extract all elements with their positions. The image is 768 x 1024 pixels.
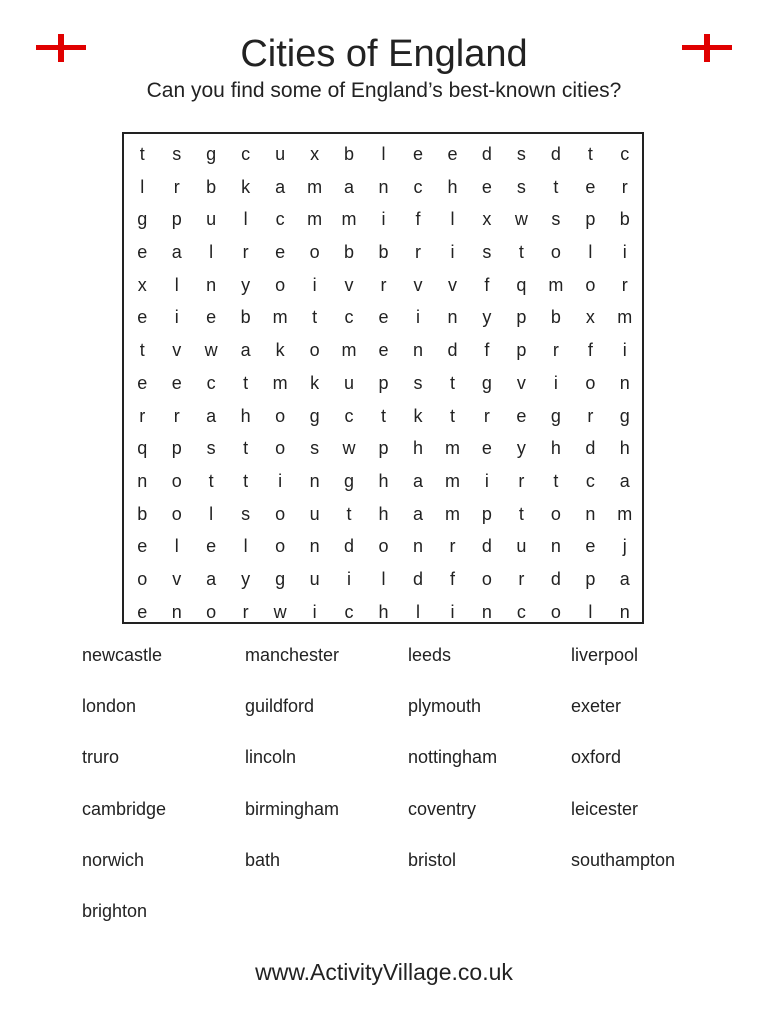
grid-row <box>124 432 642 465</box>
grid-letter[interactable]: p <box>585 209 596 230</box>
grid-letter[interactable]: e <box>137 307 148 328</box>
grid-letter[interactable]: a <box>206 405 217 426</box>
grid-letter[interactable]: o <box>585 274 596 295</box>
grid-letter[interactable]: m <box>444 438 460 459</box>
grid-letter[interactable]: x <box>137 274 147 295</box>
grid-letter[interactable]: a <box>171 242 182 263</box>
grid-letter[interactable]: d <box>412 568 423 589</box>
grid-letter[interactable]: c <box>413 176 423 197</box>
grid-letter[interactable]: e <box>171 372 182 393</box>
grid-letter[interactable]: n <box>137 470 148 491</box>
grid-letter[interactable]: y <box>516 438 526 459</box>
grid-letter[interactable]: h <box>447 176 458 197</box>
grid-letter[interactable]: a <box>206 568 217 589</box>
grid-letter[interactable]: p <box>585 568 596 589</box>
word-list-item: exeter <box>571 696 622 717</box>
grid-letter[interactable]: f <box>587 340 593 361</box>
grid-letter[interactable]: e <box>481 176 492 197</box>
grid-letter[interactable]: s <box>482 242 492 263</box>
grid-letter[interactable]: i <box>450 601 455 622</box>
grid-letter[interactable]: p <box>516 307 527 328</box>
grid-letter[interactable]: a <box>619 568 630 589</box>
word-list-item: bristol <box>408 849 457 870</box>
grid-letter[interactable]: e <box>585 176 596 197</box>
grid-letter[interactable]: l <box>381 144 386 164</box>
grid-letter[interactable]: m <box>341 209 357 230</box>
grid-letter[interactable]: n <box>619 372 630 393</box>
word-list-item: coventry <box>408 798 477 819</box>
grid-letter[interactable]: r <box>621 176 628 197</box>
grid-letter[interactable]: v <box>447 274 457 295</box>
grid-letter[interactable]: b <box>137 503 148 524</box>
grid-letter[interactable]: e <box>137 601 148 622</box>
grid-letter[interactable]: r <box>242 601 249 622</box>
grid-letter[interactable]: l <box>174 536 179 557</box>
grid-letter[interactable]: s <box>551 209 561 230</box>
word-list-item: truro <box>82 747 120 768</box>
footer-url[interactable]: www.ActivityVillage.co.uk <box>255 959 513 985</box>
grid-letter[interactable]: v <box>344 274 354 295</box>
grid-letter[interactable]: u <box>309 503 320 524</box>
grid-letter[interactable]: o <box>550 601 561 622</box>
word-list-item: leicester <box>571 798 639 819</box>
grid-letter[interactable]: t <box>139 144 145 164</box>
grid-letter[interactable]: r <box>173 405 180 426</box>
grid-letter[interactable]: g <box>344 470 355 491</box>
grid-letter[interactable]: g <box>206 144 217 164</box>
grid-letter[interactable]: x <box>482 209 492 230</box>
grid-letter[interactable]: t <box>518 242 524 263</box>
grid-letter[interactable]: m <box>341 340 357 361</box>
grid-letter[interactable]: i <box>174 307 179 328</box>
grid-letter[interactable]: t <box>346 503 352 524</box>
grid-letter[interactable]: o <box>206 601 217 622</box>
grid-letter[interactable]: s <box>413 372 423 393</box>
grid-letter[interactable]: e <box>206 307 217 328</box>
grid-letter[interactable]: v <box>172 340 182 361</box>
grid-letter[interactable]: i <box>622 242 627 263</box>
grid-letter[interactable]: t <box>139 340 145 361</box>
grid-letter[interactable]: o <box>550 242 561 263</box>
grid-letter[interactable]: c <box>516 601 526 622</box>
word-list-item: southampton <box>571 849 676 870</box>
grid-letter[interactable]: r <box>414 242 421 263</box>
grid-letter[interactable]: d <box>447 340 458 361</box>
grid-letter[interactable]: i <box>553 372 558 393</box>
grid-letter[interactable]: t <box>553 176 559 197</box>
grid-letter[interactable]: t <box>587 144 593 164</box>
grid-letter[interactable]: l <box>381 568 386 589</box>
grid-letter[interactable]: f <box>484 340 490 361</box>
grid-letter[interactable]: u <box>206 209 217 230</box>
grid-letter[interactable]: c <box>241 144 251 164</box>
grid-row <box>124 236 642 269</box>
grid-letter[interactable]: l <box>209 242 214 263</box>
grid-letter[interactable]: f <box>415 209 421 230</box>
grid-letter[interactable]: n <box>378 176 389 197</box>
grid-letter[interactable]: g <box>309 405 320 426</box>
grid-letter[interactable]: j <box>622 536 627 557</box>
grid-letter[interactable]: m <box>617 307 633 328</box>
grid-letter[interactable]: g <box>619 405 630 426</box>
grid-letter[interactable]: o <box>137 568 148 589</box>
grid-letter[interactable]: c <box>344 405 354 426</box>
grid-row <box>124 367 642 400</box>
grid-letter[interactable]: c <box>620 144 630 164</box>
grid-row <box>124 563 642 596</box>
grid-letter[interactable]: x <box>585 307 595 328</box>
grid-letter[interactable]: l <box>588 242 593 263</box>
grid-letter[interactable]: p <box>378 438 389 459</box>
grid-letter[interactable]: e <box>412 144 423 164</box>
grid-letter[interactable]: s <box>310 438 320 459</box>
grid-letter[interactable]: c <box>344 601 354 622</box>
word-list-item: london <box>82 696 137 717</box>
grid-letter[interactable]: k <box>413 405 423 426</box>
word-list <box>82 643 732 950</box>
grid-letter[interactable]: a <box>619 470 630 491</box>
grid-letter[interactable]: n <box>412 536 423 557</box>
grid-letter[interactable]: l <box>415 601 420 622</box>
grid-row <box>124 596 642 629</box>
grid-letter[interactable]: o <box>275 438 286 459</box>
word-search-grid <box>122 132 644 624</box>
grid-letter[interactable]: t <box>449 372 455 393</box>
grid-row <box>124 400 642 433</box>
grid-letter[interactable]: r <box>242 242 249 263</box>
grid-letter[interactable]: u <box>275 144 286 164</box>
grid-letter[interactable]: r <box>518 568 525 589</box>
grid-letter[interactable]: b <box>240 307 251 328</box>
grid-letter[interactable]: c <box>344 307 354 328</box>
grid-letter[interactable]: d <box>550 144 561 164</box>
grid-letter[interactable]: v <box>516 372 526 393</box>
grid-letter[interactable]: m <box>272 372 288 393</box>
grid-letter[interactable]: p <box>481 503 492 524</box>
page-subtitle: Can you find some of England’s best-known cities? <box>146 79 622 102</box>
word-list-item: manchester <box>245 645 340 665</box>
grid-letter[interactable]: n <box>309 536 320 557</box>
grid-letter[interactable]: b <box>206 176 217 197</box>
word-list-item: bath <box>245 849 281 870</box>
page-title: Cities of England <box>240 33 528 75</box>
grid-letter[interactable]: k <box>241 176 251 197</box>
grid-letter[interactable]: l <box>209 503 214 524</box>
grid-letter[interactable]: t <box>243 438 249 459</box>
grid-letter[interactable]: k <box>275 340 285 361</box>
grid-letter[interactable]: c <box>206 372 216 393</box>
grid-letter[interactable]: o <box>378 536 389 557</box>
grid-letter[interactable]: r <box>449 536 456 557</box>
grid-letter[interactable]: e <box>137 372 148 393</box>
word-list-item: plymouth <box>408 696 482 717</box>
grid-letter[interactable]: k <box>310 372 320 393</box>
grid-letter[interactable]: n <box>447 307 458 328</box>
grid-letter[interactable]: e <box>516 405 527 426</box>
grid-row <box>124 530 642 563</box>
grid-letter[interactable]: i <box>312 601 317 622</box>
word-list-item: norwich <box>82 849 145 870</box>
grid-letter[interactable]: i <box>484 470 489 491</box>
grid-letter[interactable]: b <box>344 144 355 164</box>
word-list-item: oxford <box>571 747 622 768</box>
grid-letter[interactable]: p <box>171 438 182 459</box>
grid-letter[interactable]: m <box>444 503 460 524</box>
grid-letter[interactable]: c <box>275 209 285 230</box>
grid-letter[interactable]: o <box>275 274 286 295</box>
word-list-item: leeds <box>408 645 452 665</box>
word-list-item: guildford <box>245 696 315 717</box>
grid-letter[interactable]: r <box>621 274 628 295</box>
grid-letter[interactable]: i <box>278 470 283 491</box>
grid-letter[interactable]: p <box>378 372 389 393</box>
grid-letter[interactable]: e <box>447 144 458 164</box>
grid-row <box>124 498 642 531</box>
grid-letter[interactable]: e <box>137 242 148 263</box>
grid-letter[interactable]: t <box>208 470 214 491</box>
grid-letter[interactable]: o <box>171 503 182 524</box>
grid-letter[interactable]: o <box>275 405 286 426</box>
grid-letter[interactable]: g <box>550 405 561 426</box>
grid-letter[interactable]: r <box>483 405 490 426</box>
grid-letter[interactable]: a <box>240 340 251 361</box>
word-list-item: cambridge <box>82 798 167 819</box>
grid-letter[interactable]: d <box>481 144 492 164</box>
grid-letter[interactable]: v <box>172 568 182 589</box>
grid-letter[interactable]: e <box>378 340 389 361</box>
grid-letter[interactable]: a <box>412 503 423 524</box>
grid-letter[interactable]: t <box>518 503 524 524</box>
grid-letter[interactable]: o <box>171 470 182 491</box>
grid-letter[interactable]: e <box>481 438 492 459</box>
grid-letter[interactable]: b <box>550 307 561 328</box>
grid-letter[interactable]: o <box>585 372 596 393</box>
grid-row <box>124 334 642 367</box>
grid-letter[interactable]: o <box>481 568 492 589</box>
grid-letter[interactable]: r <box>139 405 146 426</box>
grid-letter[interactable]: r <box>173 176 180 197</box>
grid-row <box>124 171 642 204</box>
grid-letter[interactable]: p <box>516 340 527 361</box>
grid-letter[interactable]: n <box>481 601 492 622</box>
grid-letter[interactable]: l <box>243 209 248 230</box>
grid-letter[interactable]: l <box>243 536 248 557</box>
grid-letter[interactable]: a <box>344 176 355 197</box>
grid-letter[interactable]: m <box>272 307 288 328</box>
grid-letter[interactable]: t <box>312 307 318 328</box>
grid-letter[interactable]: n <box>550 536 561 557</box>
grid-letter[interactable]: s <box>516 176 526 197</box>
grid-letter[interactable]: l <box>174 274 179 295</box>
grid-letter[interactable]: r <box>587 405 594 426</box>
grid-letter[interactable]: s <box>172 144 182 164</box>
grid-letter[interactable]: i <box>381 209 386 230</box>
grid-letter[interactable]: o <box>309 242 320 263</box>
grid-letter[interactable]: l <box>140 176 145 197</box>
word-list-item: birmingham <box>245 798 340 819</box>
grid-letter[interactable]: f <box>484 274 490 295</box>
grid-letter[interactable]: r <box>552 340 559 361</box>
grid-letter[interactable]: h <box>240 405 251 426</box>
grid-letter[interactable]: t <box>243 372 249 393</box>
grid-row <box>124 465 642 498</box>
grid-letter[interactable]: l <box>588 601 593 622</box>
grid-letter[interactable]: g <box>481 372 492 393</box>
grid-letter[interactable]: y <box>482 307 492 328</box>
grid-letter[interactable]: y <box>241 568 251 589</box>
grid-letter[interactable]: h <box>550 438 561 459</box>
grid-letter[interactable]: h <box>378 470 389 491</box>
grid-letter[interactable]: a <box>275 176 286 197</box>
grid-letter[interactable]: q <box>137 438 148 459</box>
grid-letter[interactable]: b <box>619 209 630 230</box>
word-list-item: newcastle <box>82 645 163 665</box>
grid-letter[interactable]: l <box>450 209 455 230</box>
grid-letter[interactable]: n <box>585 503 596 524</box>
grid-letter[interactable]: h <box>378 601 389 622</box>
grid-letter[interactable]: o <box>275 503 286 524</box>
grid-letter[interactable]: s <box>241 503 251 524</box>
grid-letter[interactable]: a <box>412 470 423 491</box>
grid-row <box>124 301 642 334</box>
word-list-item: liverpool <box>571 645 639 665</box>
grid-letter[interactable]: w <box>273 601 287 622</box>
grid-letter[interactable]: n <box>206 274 217 295</box>
grid-letter[interactable]: m <box>444 470 460 491</box>
grid-row <box>124 269 642 302</box>
grid-letter[interactable]: d <box>481 536 492 557</box>
grid-row <box>124 203 642 236</box>
grid-row <box>124 138 642 171</box>
grid-letter[interactable]: g <box>275 568 286 589</box>
grid-letter[interactable]: w <box>204 340 218 361</box>
grid-letter[interactable]: x <box>310 144 320 164</box>
grid-letter[interactable]: r <box>518 470 525 491</box>
grid-letter[interactable]: t <box>449 405 455 426</box>
grid-letter[interactable]: g <box>137 209 148 230</box>
grid-letter[interactable]: u <box>309 568 320 589</box>
grid-letter[interactable]: m <box>617 503 633 524</box>
grid-letter[interactable]: o <box>550 503 561 524</box>
word-list-item: lincoln <box>245 747 297 768</box>
grid-letter[interactable]: n <box>309 470 320 491</box>
grid-letter[interactable]: c <box>585 470 595 491</box>
grid-letter[interactable]: u <box>516 536 527 557</box>
grid-letter[interactable]: q <box>516 274 527 295</box>
grid-letter[interactable]: e <box>275 242 286 263</box>
grid-letter[interactable]: d <box>550 568 561 589</box>
grid-letter[interactable]: o <box>309 340 320 361</box>
grid-letter[interactable]: i <box>415 307 420 328</box>
grid-letter[interactable]: i <box>347 568 352 589</box>
grid-letter[interactable]: p <box>171 209 182 230</box>
grid-letter[interactable]: e <box>206 536 217 557</box>
grid-letter[interactable]: m <box>307 176 323 197</box>
grid-letter[interactable]: m <box>307 209 323 230</box>
word-list-item: nottingham <box>408 747 498 768</box>
grid-letter[interactable]: t <box>553 470 559 491</box>
grid-letter[interactable]: d <box>585 438 596 459</box>
grid-letter[interactable]: i <box>312 274 317 295</box>
grid-letter[interactable]: m <box>548 274 564 295</box>
grid-letter[interactable]: o <box>275 536 286 557</box>
grid-letter[interactable]: w <box>342 438 356 459</box>
grid-letter[interactable]: f <box>449 568 455 589</box>
grid-letter[interactable]: b <box>344 242 355 263</box>
grid-letter[interactable]: n <box>412 340 423 361</box>
grid-letter[interactable]: h <box>619 438 630 459</box>
grid-letter[interactable]: i <box>450 242 455 263</box>
grid-letter[interactable]: n <box>171 601 182 622</box>
grid-letter[interactable]: v <box>413 274 423 295</box>
grid-letter[interactable]: s <box>206 438 216 459</box>
grid-letter[interactable]: t <box>381 405 387 426</box>
grid-letter[interactable]: r <box>380 274 387 295</box>
grid-letter[interactable]: h <box>412 438 423 459</box>
word-list-item: brighton <box>82 900 148 921</box>
grid-letter[interactable]: d <box>344 536 355 557</box>
grid-letter[interactable]: e <box>378 307 389 328</box>
grid-letter[interactable]: u <box>344 372 355 393</box>
grid-letter[interactable]: n <box>619 601 630 622</box>
grid-letter[interactable]: t <box>243 470 249 491</box>
grid-letter[interactable]: b <box>378 242 389 263</box>
grid-letter[interactable]: h <box>378 503 389 524</box>
grid-letter[interactable]: y <box>241 274 251 295</box>
grid-letter[interactable]: i <box>622 340 627 361</box>
grid-letter[interactable]: w <box>514 209 528 230</box>
grid-letter[interactable]: e <box>585 536 596 557</box>
grid-letter[interactable]: e <box>137 536 148 557</box>
grid-letter[interactable]: s <box>516 144 526 164</box>
